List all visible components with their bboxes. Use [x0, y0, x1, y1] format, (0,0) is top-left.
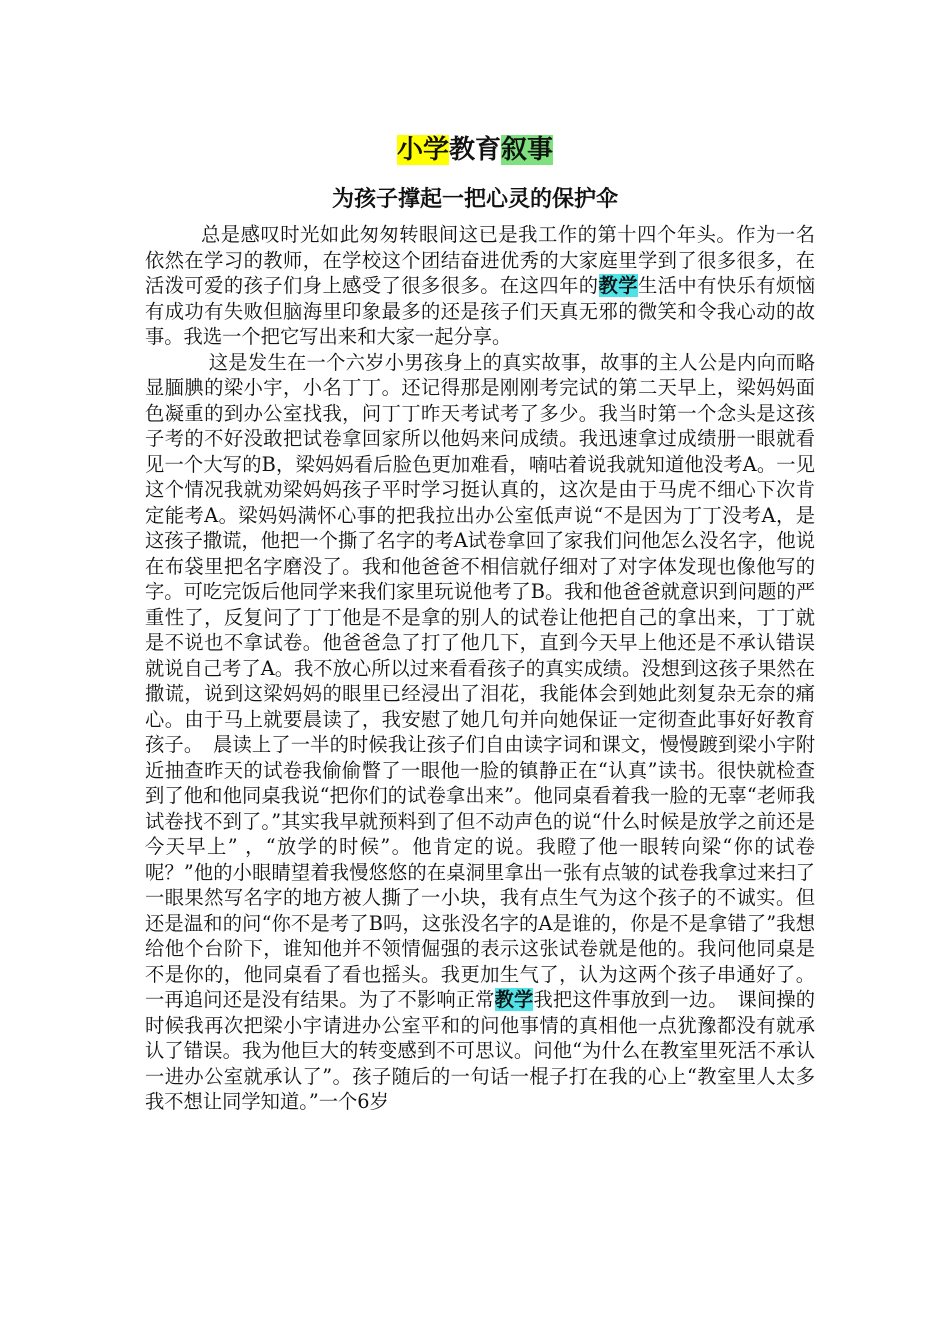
paragraph-2-text-before: 这是发生在一个六岁小男孩身上的真实故事，故事的主人公是内向而略显腼腆的梁小宇，小名丁丁。还记得那是刚刚考完试的第二天早上，梁妈妈面色凝重的到办公室找我，问丁丁昨天考试考了多少。我当时第一个念头是这孩子考的不好没敢把试卷拿回家所以他妈来问成绩。我迅速拿过成绩册一眼就看见一个大写的B，梁妈妈看后脸色更加难看，喃咕着说我就知道他没考A。一见这个情况我就劝梁妈妈孩子平时学习挺认真的，这次是由于马虎不细心下次肯定能考A。梁妈妈满怀心事的把我拉出办公室低声说“不是因为丁丁没考A，是这孩子撒谎，他把一个撕了名字的考A试卷拿回了家我们问他怎么没名字，他说在布袋里把名字磨没了。我和他爸爸不相信就仔细对了对字体发现也像他写的字。可吃完饭后他同学来我们家里玩说他考了B。我和他爸爸就意识到问题的严重性了，反复问了丁丁他是不是拿的别人的试卷让他把自己的拿出来，丁丁就是不说也不拿试卷。他爸爸急了打了他几下，直到今天早上他还是不承认错误就说自己考了A。我不放心所以过来看看孩子的真实成绩。没想到这孩子果然在撒谎，说到这梁妈妈的眼里已经浸出了泪花，我能体会到她此刻复杂无奈的痛心。由于马上就要晨读了，我安慰了她几句并向她保证一定彻查此事好好教育孩子。 晨读上了一半的时候我让孩子们自由读字词和课文，慢慢踱到梁小宇附近抽查昨天的试卷我偷偷瞥了一眼他一脸的镇静正在“认真”读书。很快就检查到了他和他同桌我说“把你们的试卷拿出来”。他同桌看着我一脸的无辜“老师我试卷找不到了。”其实我早就预料到了但不动声色的说“什么时候是放学之前还是今天早上” ，“放学的时候”。他肯定的说。我瞪了他一眼转向梁“你的试卷呢？”他的小眼睛望着我慢悠悠的在桌洞里拿出一张有点皱的试卷我拿过来扫了一眼果然写名字的地方被人撕了一小块，我有点生气为这个孩子的不诚实。但还是温和的问“你不是考了B吗，这张没名字的A是谁的，你是不是拿错了”我想给他个台阶下，谁知他并不领情倔强的表示这张试卷就是他的。我问他同桌是不是你的，他同桌看了看也摇头。我更加生气了，认为这两个孩子串通好了。一再追问还是没有结果。为了不影响正常 [145, 350, 815, 1011]
paragraph-2 [145, 350, 815, 1115]
document-subtitle: 为孩子撑起一把心灵的保护伞 [331, 187, 618, 212]
title-highlighted-primary: 小学 [396, 135, 449, 165]
document-title [0, 130, 950, 170]
title-middle: 教育 [448, 135, 501, 165]
paragraph-1 [145, 222, 815, 350]
paragraph-1-text-after: 生活中有快乐有烦恼有成功有失败但脑海里印象最多的还是孩子们天真无邪的微笑和令我心动的故事。我选一个把它写出来和大家一起分享。 [145, 274, 815, 348]
title-highlighted-narrative: 叙事 [501, 135, 554, 165]
paragraph-2-text-after: 我把这件事放到一边。 课间操的时候我再次把梁小宇请进办公室平和的问他事情的真相他一点犹豫都没有就承认了错误。我为他巨大的转变感到不可思议。问他“为什么在教室里死活不承认一进办公室就承认了”。孩子随后的一句话一棍子打在我的心上“教室里人太多我不想让同学知道。”一个6岁 [145, 988, 816, 1113]
paragraph-1-text-before: 总是感叹时光如此匆匆转眼间这已是我工作的第十四个年头。作为一名依然在学习的教师，在学校这个团结奋进优秀的大家庭里学到了很多很多，在活泼可爱的孩子们身上感受了很多很多。在这四年的 [145, 223, 815, 297]
highlighted-keyword-teaching: 教学 [494, 988, 534, 1011]
document-body [145, 222, 815, 1115]
highlighted-keyword-teaching: 教学 [598, 274, 638, 297]
